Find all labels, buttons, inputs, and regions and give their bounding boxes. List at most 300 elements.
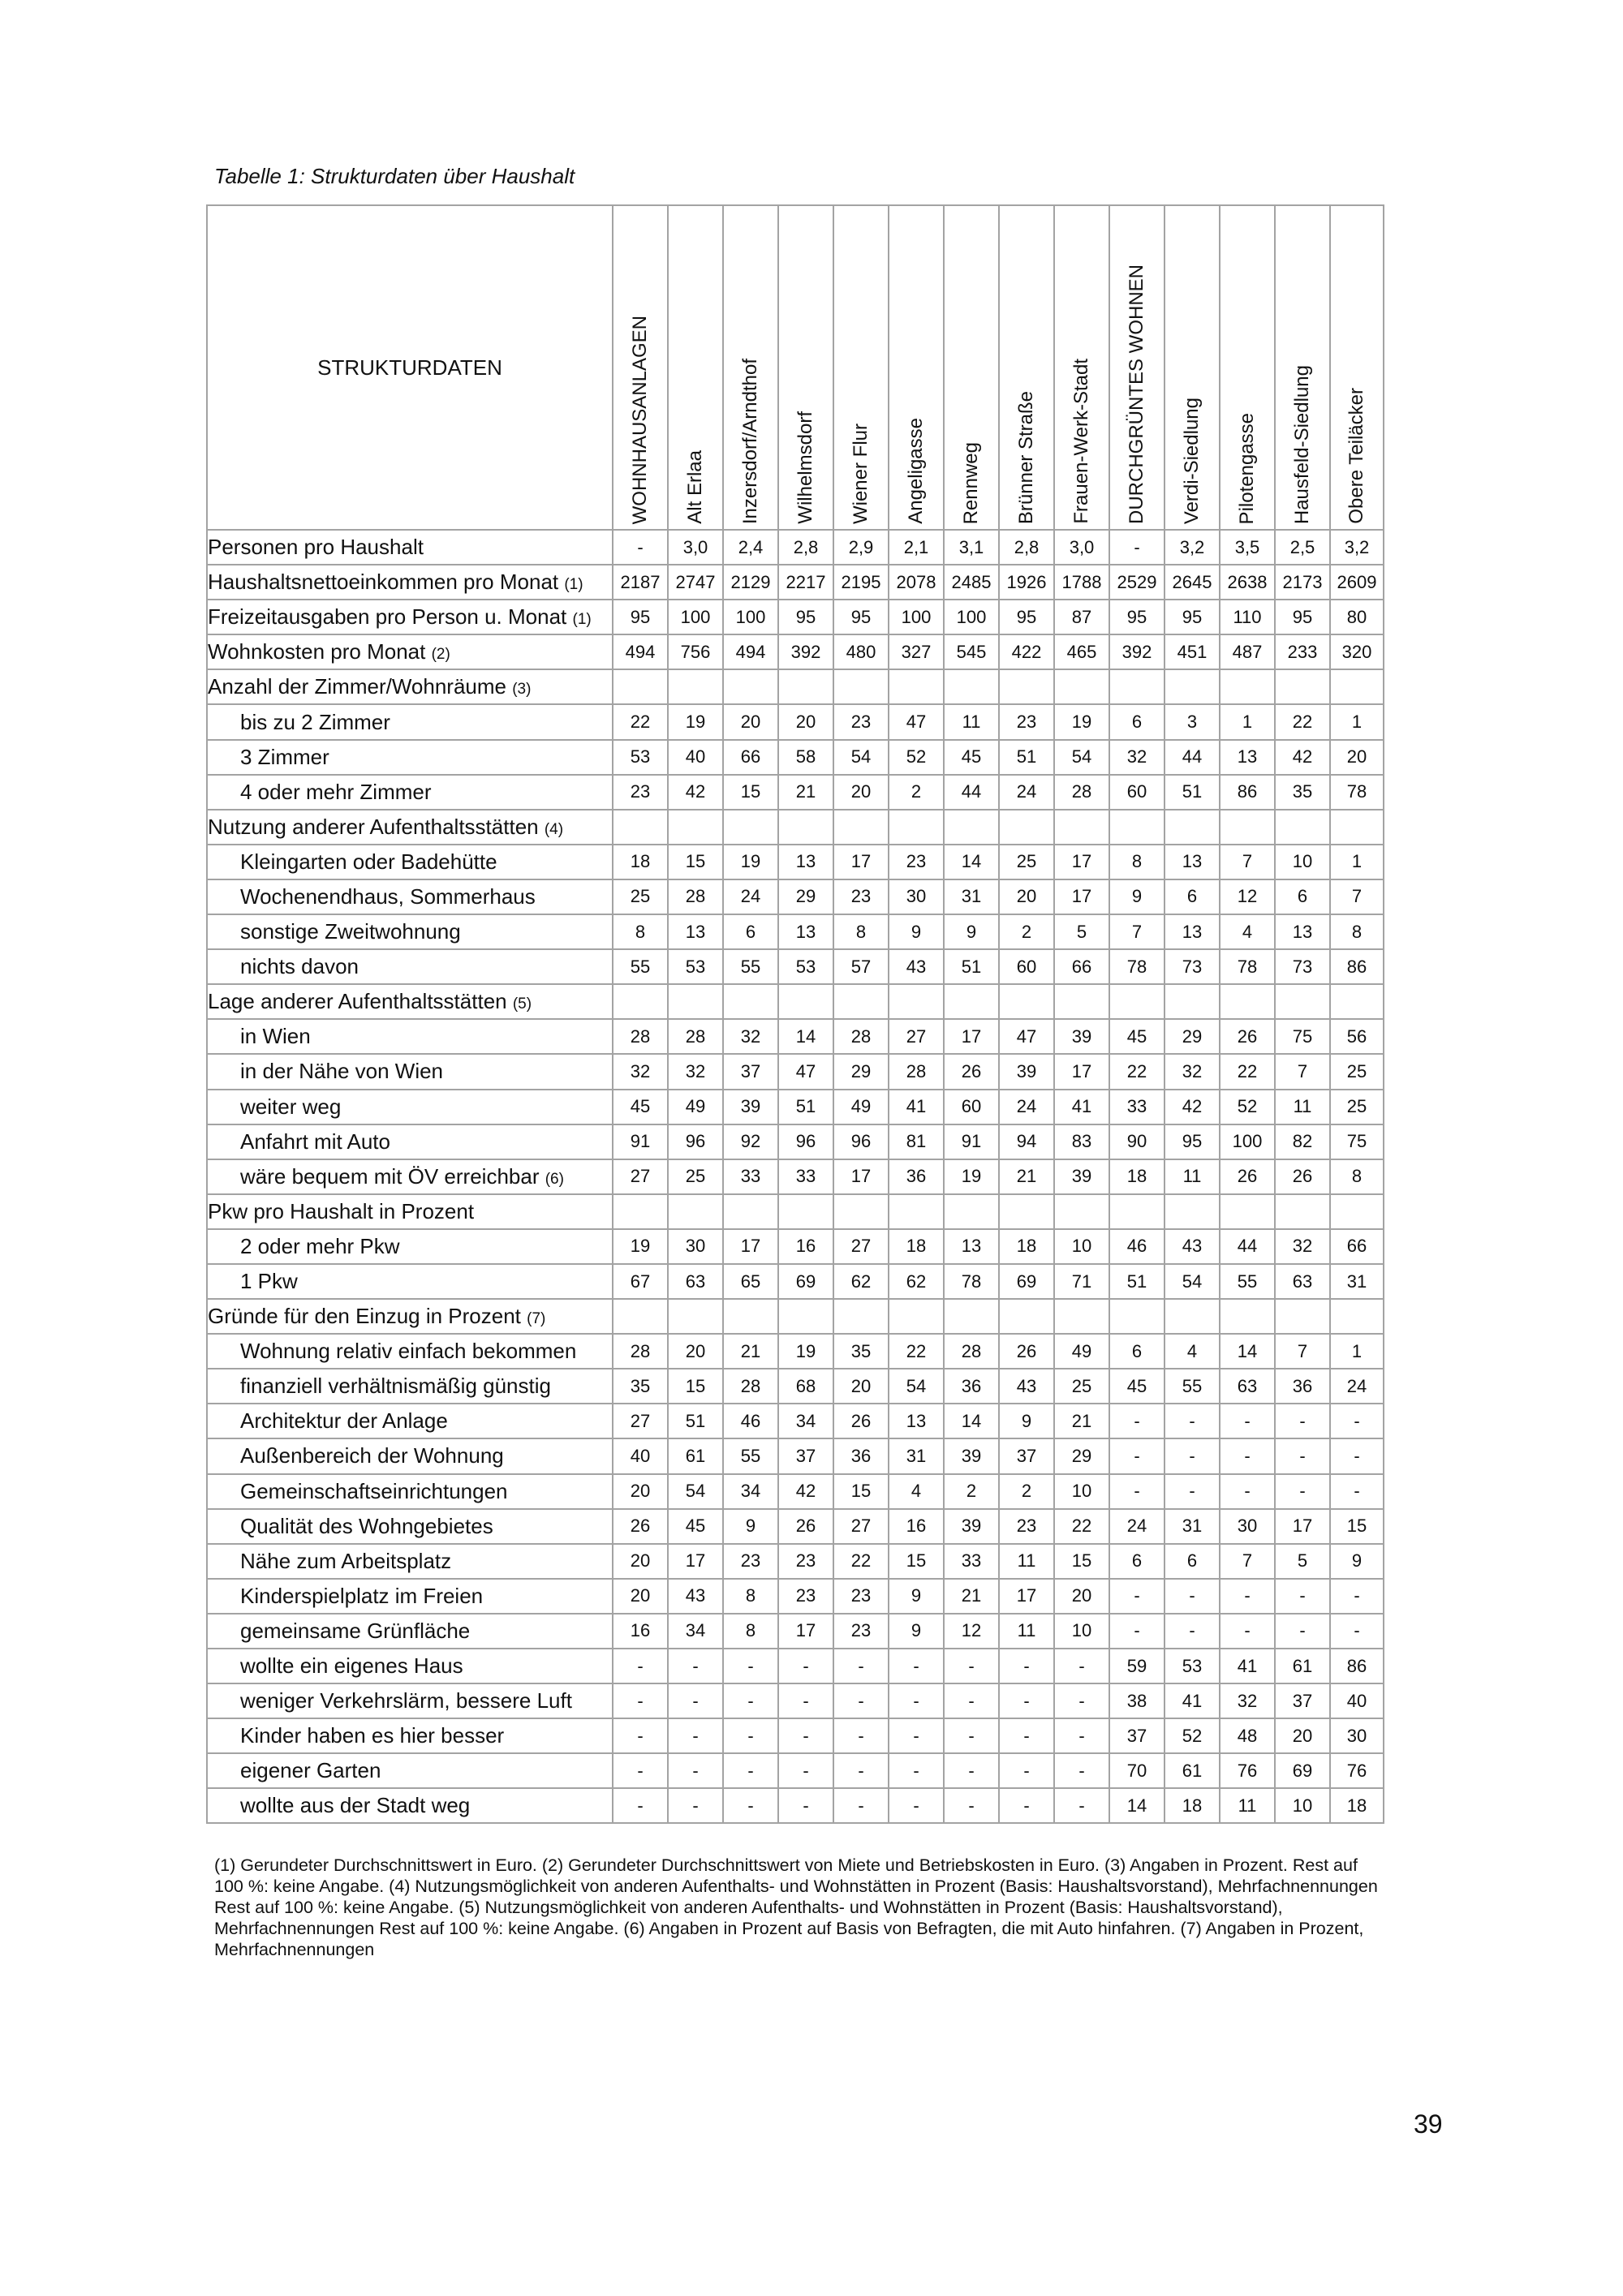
table-row <box>207 1579 1384 1614</box>
table-cell: - <box>889 1753 944 1788</box>
table-cell: 46 <box>1109 1229 1165 1264</box>
table-cell: 28 <box>613 1019 668 1054</box>
row-label-text: Nutzung anderer Aufenthaltsstätten <box>208 814 539 839</box>
table-cell: 2,9 <box>833 530 889 565</box>
table-cell: - <box>778 1753 833 1788</box>
table-cell: 42 <box>1165 1090 1220 1124</box>
table-cell <box>944 1299 999 1334</box>
table-row <box>207 775 1384 810</box>
row-label-text: Haushaltsnettoeinkommen pro Monat <box>208 570 559 595</box>
table-cell: 61 <box>668 1438 723 1473</box>
table-cell: 24 <box>1330 1369 1384 1404</box>
table-cell: 19 <box>723 845 778 879</box>
row-label-text: bis zu 2 Zimmer <box>240 709 390 734</box>
table-row <box>207 600 1384 634</box>
row-label <box>207 634 613 669</box>
table-cell: - <box>1275 1474 1330 1509</box>
table-cell: 17 <box>1054 879 1109 914</box>
row-label <box>207 704 613 739</box>
table-cell: - <box>999 1753 1054 1788</box>
table-cell: 27 <box>613 1159 668 1194</box>
table-cell: 23 <box>999 1509 1054 1544</box>
table-cell: 66 <box>1054 949 1109 984</box>
table-cell: 38 <box>1109 1683 1165 1718</box>
table-cell: 52 <box>1165 1718 1220 1753</box>
table-row <box>207 1019 1384 1054</box>
table-cell: 68 <box>778 1369 833 1404</box>
column-header <box>668 205 723 530</box>
table-cell: 43 <box>1165 1229 1220 1264</box>
table-cell: 17 <box>944 1019 999 1054</box>
table-cell: 487 <box>1220 634 1275 669</box>
table-cell: 18 <box>1165 1788 1220 1823</box>
row-label <box>207 1788 613 1823</box>
row-label <box>207 1404 613 1438</box>
row-label-text: Wohnkosten pro Monat <box>208 639 426 664</box>
table-cell: 545 <box>944 634 999 669</box>
table-cell: 2,5 <box>1275 530 1330 565</box>
row-label-text: Pkw pro Haushalt in Prozent <box>208 1198 475 1223</box>
table-cell: 75 <box>1330 1124 1384 1159</box>
column-header-label: Inzersdorf/Arndthof <box>739 358 761 524</box>
table-cell: 78 <box>1220 949 1275 984</box>
table-cell: 41 <box>1220 1649 1275 1683</box>
table-cell <box>1109 984 1165 1019</box>
table-cell: 2195 <box>833 565 889 600</box>
table-cell: 28 <box>1054 775 1109 810</box>
table-cell: 41 <box>1054 1090 1109 1124</box>
row-label-note: (6) <box>545 1170 564 1188</box>
table-cell: 76 <box>1220 1753 1275 1788</box>
table-cell: - <box>778 1649 833 1683</box>
table-cell: - <box>1109 1579 1165 1614</box>
table-cell: - <box>723 1683 778 1718</box>
table-cell: 14 <box>1220 1334 1275 1369</box>
table-cell: - <box>1109 1404 1165 1438</box>
table-cell <box>833 1194 889 1229</box>
table-cell: 392 <box>1109 634 1165 669</box>
table-cell: 9 <box>999 1404 1054 1438</box>
table-cell: 65 <box>723 1264 778 1299</box>
table-cell <box>1330 810 1384 845</box>
table-row <box>207 1544 1384 1579</box>
table-cell: 37 <box>1275 1683 1330 1718</box>
table-cell <box>723 984 778 1019</box>
table-cell: 100 <box>889 600 944 634</box>
table-cell: 95 <box>613 600 668 634</box>
row-label <box>207 810 613 845</box>
table-cell: 36 <box>944 1369 999 1404</box>
row-label-note: (2) <box>431 646 450 664</box>
table-cell: 62 <box>833 1264 889 1299</box>
row-label <box>207 845 613 879</box>
table-cell: 9 <box>723 1509 778 1544</box>
table-cell: 480 <box>833 634 889 669</box>
row-label-text: Außenbereich der Wohnung <box>240 1443 504 1468</box>
table-cell: 19 <box>668 704 723 739</box>
table-cell: 15 <box>723 775 778 810</box>
table-cell: - <box>1220 1614 1275 1649</box>
table-cell <box>778 669 833 704</box>
table-cell: 8 <box>1109 845 1165 879</box>
table-cell: 20 <box>1054 1579 1109 1614</box>
table-cell: 20 <box>668 1334 723 1369</box>
table-row <box>207 1264 1384 1299</box>
table-cell: 10 <box>1054 1474 1109 1509</box>
table-cell: 1788 <box>1054 565 1109 600</box>
table-cell <box>613 1194 668 1229</box>
table-cell <box>833 810 889 845</box>
table-cell: - <box>833 1649 889 1683</box>
table-cell: 9 <box>1330 1544 1384 1579</box>
table-cell: 18 <box>1330 1788 1384 1823</box>
table-cell: 31 <box>944 879 999 914</box>
row-label-note: (3) <box>512 681 532 699</box>
table-row <box>207 810 1384 845</box>
table-cell: 9 <box>889 1579 944 1614</box>
table-cell: 2078 <box>889 565 944 600</box>
table-cell: 78 <box>1330 775 1384 810</box>
table-cell: 95 <box>1165 600 1220 634</box>
table-cell: 320 <box>1330 634 1384 669</box>
table-cell: 8 <box>1330 914 1384 949</box>
table-cell: 30 <box>1330 1718 1384 1753</box>
table-cell: 29 <box>1054 1438 1109 1473</box>
table-cell: 11 <box>999 1614 1054 1649</box>
column-header <box>613 205 668 530</box>
table-cell <box>668 669 723 704</box>
table-cell: 25 <box>668 1159 723 1194</box>
table-cell: - <box>613 530 668 565</box>
table-row <box>207 704 1384 739</box>
table-cell: - <box>613 1649 668 1683</box>
row-label <box>207 1264 613 1299</box>
column-header-label: WOHNHAUSANLAGEN <box>629 315 651 524</box>
table-cell: 51 <box>999 740 1054 775</box>
column-header <box>944 205 999 530</box>
row-label-text: Kleingarten oder Badehütte <box>240 849 497 874</box>
table-cell <box>944 1194 999 1229</box>
table-cell: 10 <box>1275 845 1330 879</box>
table-cell: 95 <box>1109 600 1165 634</box>
table-cell: 81 <box>889 1124 944 1159</box>
table-cell: 91 <box>944 1124 999 1159</box>
table-cell: 19 <box>778 1334 833 1369</box>
table-cell: - <box>1165 1614 1220 1649</box>
table-cell: 75 <box>1275 1019 1330 1054</box>
table-cell: - <box>1330 1404 1384 1438</box>
table-cell: 4 <box>1165 1334 1220 1369</box>
table-cell: 96 <box>778 1124 833 1159</box>
table-cell: 55 <box>723 949 778 984</box>
table-row <box>207 1090 1384 1124</box>
table-cell: 6 <box>1165 1544 1220 1579</box>
table-cell: 35 <box>613 1369 668 1404</box>
table-cell: - <box>999 1788 1054 1823</box>
column-header <box>833 205 889 530</box>
column-header-label: Wiener Flur <box>850 423 872 524</box>
table-row <box>207 1299 1384 1334</box>
table-cell: 30 <box>668 1229 723 1264</box>
table-cell: 19 <box>613 1229 668 1264</box>
table-cell <box>778 1194 833 1229</box>
table-cell <box>1054 1194 1109 1229</box>
table-cell: 34 <box>668 1614 723 1649</box>
table-cell: 22 <box>613 704 668 739</box>
table-cell: 3,2 <box>1330 530 1384 565</box>
column-header <box>889 205 944 530</box>
table-cell: 7 <box>1275 1054 1330 1089</box>
table-cell: - <box>1054 1718 1109 1753</box>
table-cell: 31 <box>1330 1264 1384 1299</box>
table-cell: - <box>668 1788 723 1823</box>
table-cell: 23 <box>889 845 944 879</box>
table-cell: 4 <box>1220 914 1275 949</box>
table-cell: 23 <box>613 775 668 810</box>
table-cell: 51 <box>778 1090 833 1124</box>
table-row <box>207 1334 1384 1369</box>
table-cell <box>944 669 999 704</box>
table-cell: 19 <box>944 1159 999 1194</box>
table-row <box>207 1404 1384 1438</box>
table-cell: 8 <box>723 1614 778 1649</box>
table-cell: 2,4 <box>723 530 778 565</box>
table-cell: 24 <box>999 1090 1054 1124</box>
row-label <box>207 1159 613 1194</box>
table-row <box>207 845 1384 879</box>
table-cell: 27 <box>833 1509 889 1544</box>
table-cell: 90 <box>1109 1124 1165 1159</box>
table-cell: 15 <box>889 1544 944 1579</box>
row-label <box>207 1474 613 1509</box>
table-cell: 32 <box>1109 740 1165 775</box>
column-header-label: DURCHGRÜNTES WOHNEN <box>1126 264 1147 524</box>
table-header-row <box>207 205 1384 530</box>
table-cell: 30 <box>1220 1509 1275 1544</box>
table-cell: 8 <box>833 914 889 949</box>
table-cell: 20 <box>833 1369 889 1404</box>
table-cell: 100 <box>944 600 999 634</box>
table-cell: 21 <box>1054 1404 1109 1438</box>
table-cell: 60 <box>999 949 1054 984</box>
table-cell: 78 <box>1109 949 1165 984</box>
table-cell <box>668 1194 723 1229</box>
table-cell: 25 <box>1330 1090 1384 1124</box>
table-cell: 39 <box>944 1438 999 1473</box>
table-cell: 100 <box>1220 1124 1275 1159</box>
table-cell: 73 <box>1165 949 1220 984</box>
table-cell: 2187 <box>613 565 668 600</box>
table-cell: 2173 <box>1275 565 1330 600</box>
row-label-text: 4 oder mehr Zimmer <box>240 779 432 804</box>
table-row <box>207 1753 1384 1788</box>
table-cell: 53 <box>613 740 668 775</box>
table-row <box>207 1509 1384 1544</box>
table-cell: 45 <box>944 740 999 775</box>
table-cell: 2638 <box>1220 565 1275 600</box>
table-row <box>207 1369 1384 1404</box>
table-cell: 23 <box>778 1579 833 1614</box>
table-cell <box>668 1299 723 1334</box>
row-label-text: Qualität des Wohngebietes <box>240 1513 493 1538</box>
table-cell: 2 <box>889 775 944 810</box>
table-cell: - <box>833 1753 889 1788</box>
table-cell: 60 <box>944 1090 999 1124</box>
table-cell: 45 <box>613 1090 668 1124</box>
row-label <box>207 669 613 704</box>
table-cell <box>613 1299 668 1334</box>
table-cell: 39 <box>1054 1159 1109 1194</box>
table-cell: 2 <box>999 914 1054 949</box>
table-cell: 40 <box>613 1438 668 1473</box>
table-row <box>207 1194 1384 1229</box>
table-cell: 21 <box>778 775 833 810</box>
table-cell: 63 <box>668 1264 723 1299</box>
table-cell: 8 <box>1330 1159 1384 1194</box>
table-cell: 12 <box>1220 879 1275 914</box>
table-cell: 19 <box>1054 704 1109 739</box>
table-cell: 32 <box>723 1019 778 1054</box>
row-label-note: (5) <box>512 995 532 1013</box>
table-cell: 18 <box>889 1229 944 1264</box>
table-cell: 8 <box>613 914 668 949</box>
table-cell: - <box>1109 1474 1165 1509</box>
table-cell: 67 <box>613 1264 668 1299</box>
table-cell: 55 <box>613 949 668 984</box>
table-cell: 27 <box>889 1019 944 1054</box>
row-label <box>207 1438 613 1473</box>
table-cell: 9 <box>889 914 944 949</box>
row-label-text: 3 Zimmer <box>240 744 329 769</box>
table-cell: 2 <box>944 1474 999 1509</box>
table-cell: 87 <box>1054 600 1109 634</box>
table-cell: - <box>999 1683 1054 1718</box>
table-cell: - <box>889 1788 944 1823</box>
row-label-text: Freizeitausgaben pro Person u. Monat <box>208 604 567 630</box>
table-cell: - <box>1109 1438 1165 1473</box>
table-cell: 2,8 <box>999 530 1054 565</box>
table-cell: 25 <box>1054 1369 1109 1404</box>
table-cell: 27 <box>613 1404 668 1438</box>
table-cell: 17 <box>778 1614 833 1649</box>
table-cell: 32 <box>1165 1054 1220 1089</box>
table-cell: - <box>778 1718 833 1753</box>
table-row <box>207 1054 1384 1089</box>
column-header <box>1330 205 1384 530</box>
row-label-text: 1 Pkw <box>240 1269 298 1294</box>
table-cell: - <box>1275 1404 1330 1438</box>
table-cell: 20 <box>778 704 833 739</box>
table-cell: 49 <box>833 1090 889 1124</box>
table-cell <box>1109 1194 1165 1229</box>
table-cell: 55 <box>1220 1264 1275 1299</box>
column-header-label: Pilotengasse <box>1236 412 1258 524</box>
table-cell: 6 <box>723 914 778 949</box>
table-cell: 37 <box>778 1438 833 1473</box>
table-cell: - <box>723 1753 778 1788</box>
table-cell <box>1275 984 1330 1019</box>
table-cell: 43 <box>668 1579 723 1614</box>
table-row <box>207 1788 1384 1823</box>
table-cell: 110 <box>1220 600 1275 634</box>
table-cell: - <box>833 1683 889 1718</box>
row-label <box>207 775 613 810</box>
table-cell: 100 <box>668 600 723 634</box>
table-cell: 18 <box>1109 1159 1165 1194</box>
table-cell: 44 <box>1220 1229 1275 1264</box>
table-cell: 2529 <box>1109 565 1165 600</box>
table-cell: 61 <box>1165 1753 1220 1788</box>
column-header-label: Brünner Straße <box>1015 390 1037 524</box>
table-cell: 22 <box>1054 1509 1109 1544</box>
table-cell: 22 <box>889 1334 944 1369</box>
table-cell <box>1275 1194 1330 1229</box>
table-cell: - <box>1220 1474 1275 1509</box>
table-cell: 14 <box>944 1404 999 1438</box>
table-cell: 8 <box>723 1579 778 1614</box>
table-cell: 25 <box>613 879 668 914</box>
table-cell: 2485 <box>944 565 999 600</box>
table-cell: 63 <box>1220 1369 1275 1404</box>
table-cell: 6 <box>1275 879 1330 914</box>
table-row <box>207 530 1384 565</box>
table-cell: - <box>1275 1579 1330 1614</box>
table-cell: - <box>999 1718 1054 1753</box>
table-cell: 3,5 <box>1220 530 1275 565</box>
table-cell: 32 <box>668 1054 723 1089</box>
table-cell: - <box>1054 1753 1109 1788</box>
table-cell: 327 <box>889 634 944 669</box>
table-cell: - <box>1054 1683 1109 1718</box>
table-cell: 33 <box>1109 1090 1165 1124</box>
table-cell: 14 <box>778 1019 833 1054</box>
table-cell: 13 <box>944 1229 999 1264</box>
row-label-text: Anzahl der Zimmer/Wohnräume <box>208 674 506 699</box>
row-label <box>207 914 613 949</box>
table-cell: 2 <box>999 1474 1054 1509</box>
table-cell <box>1275 810 1330 845</box>
table-cell: - <box>944 1753 999 1788</box>
table-cell: 23 <box>833 879 889 914</box>
row-label <box>207 1194 613 1229</box>
table-cell: 29 <box>833 1054 889 1089</box>
row-label <box>207 1753 613 1788</box>
table-cell: 36 <box>1275 1369 1330 1404</box>
table-cell: 23 <box>833 1614 889 1649</box>
table-cell: 22 <box>1109 1054 1165 1089</box>
row-label-text: Personen pro Haushalt <box>208 535 424 560</box>
table-cell: 33 <box>778 1159 833 1194</box>
table-cell: 13 <box>668 914 723 949</box>
table-row <box>207 1124 1384 1159</box>
table-cell: 39 <box>944 1509 999 1544</box>
table-cell: 2645 <box>1165 565 1220 600</box>
corner-header: STRUKTURDATEN <box>207 205 613 530</box>
table-cell: 96 <box>833 1124 889 1159</box>
table-cell: 86 <box>1220 775 1275 810</box>
table-cell: 13 <box>1220 740 1275 775</box>
table-cell: 82 <box>1275 1124 1330 1159</box>
table-cell: 2129 <box>723 565 778 600</box>
table-cell: 86 <box>1330 1649 1384 1683</box>
table-cell: 39 <box>999 1054 1054 1089</box>
row-label-text: eigener Garten <box>240 1758 381 1783</box>
table-cell: 66 <box>1330 1229 1384 1264</box>
table-cell <box>613 810 668 845</box>
table-cell: 44 <box>1165 740 1220 775</box>
table-cell <box>1220 810 1275 845</box>
table-cell: - <box>1330 1579 1384 1614</box>
